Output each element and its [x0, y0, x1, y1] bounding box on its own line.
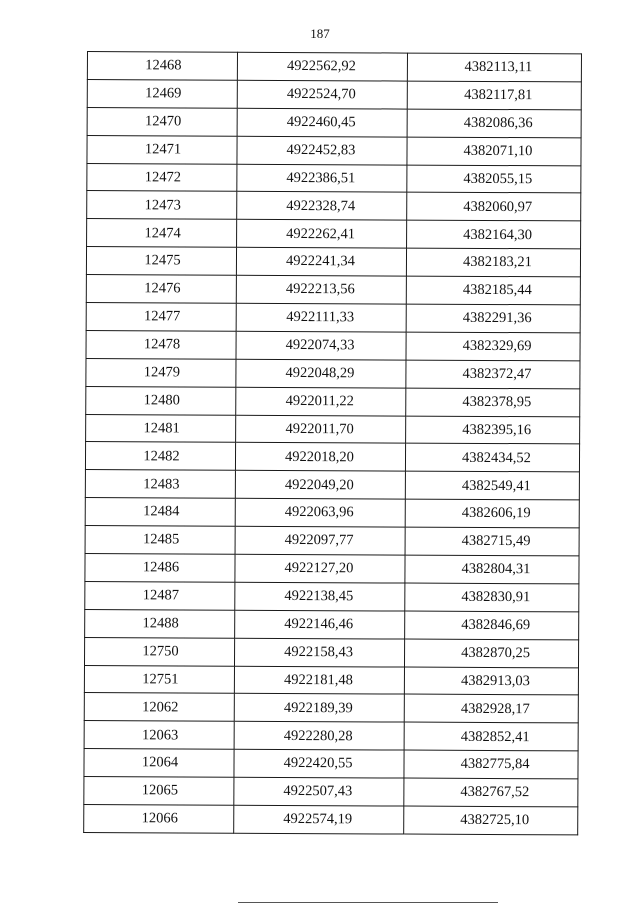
x-coordinate-cell: 4922262,41	[237, 220, 407, 249]
point-number-cell: 12474	[87, 219, 237, 248]
y-coordinate-cell: 4382913,03	[404, 667, 578, 696]
point-number-cell: 12063	[84, 721, 234, 750]
table-row	[87, 163, 581, 193]
table-row	[84, 637, 578, 667]
y-coordinate-cell: 4382291,36	[406, 304, 580, 333]
table-row	[85, 442, 579, 472]
point-number-cell: 12470	[87, 107, 237, 136]
y-coordinate-cell: 4382830,91	[405, 583, 579, 612]
table-row	[87, 107, 581, 137]
y-coordinate-cell: 4382086,36	[407, 109, 581, 138]
x-coordinate-cell: 4922074,33	[236, 331, 406, 360]
y-coordinate-cell: 4382715,49	[405, 527, 579, 556]
x-coordinate-cell: 4922562,92	[237, 52, 407, 81]
point-number-cell: 12066	[84, 805, 234, 834]
point-number-cell: 12477	[86, 303, 236, 332]
table-row	[84, 721, 578, 751]
point-number-cell: 12488	[85, 609, 235, 638]
point-number-cell: 12751	[84, 665, 234, 694]
table-row	[86, 386, 580, 416]
table-row	[85, 609, 579, 639]
x-coordinate-cell: 4922018,20	[235, 443, 405, 472]
y-coordinate-cell: 4382183,21	[406, 248, 580, 277]
y-coordinate-cell: 4382395,16	[406, 416, 580, 445]
y-coordinate-cell: 4382071,10	[407, 137, 581, 166]
page-number: 187	[310, 26, 330, 41]
x-coordinate-cell: 4922011,22	[236, 387, 406, 416]
x-coordinate-cell: 4922138,45	[235, 582, 405, 611]
point-number-cell: 12064	[84, 749, 234, 778]
table-row	[86, 275, 580, 305]
y-coordinate-cell: 4382055,15	[407, 165, 581, 194]
x-coordinate-cell: 4922097,77	[235, 526, 405, 555]
table-row	[84, 749, 578, 779]
y-coordinate-cell: 4382928,17	[404, 695, 578, 724]
x-coordinate-cell: 4922280,28	[234, 722, 404, 751]
y-coordinate-cell: 4382846,69	[405, 611, 579, 640]
x-coordinate-cell: 4922127,20	[235, 554, 405, 583]
point-number-cell: 12065	[84, 777, 234, 806]
table-row	[87, 79, 581, 109]
table-row	[84, 665, 578, 695]
table-row	[85, 581, 579, 611]
y-coordinate-cell: 4382606,19	[405, 499, 579, 528]
x-coordinate-cell: 4922386,51	[237, 164, 407, 193]
point-number-cell: 12473	[87, 191, 237, 220]
table-row	[86, 414, 580, 444]
table-row	[87, 191, 581, 221]
point-number-cell: 12062	[84, 693, 234, 722]
y-coordinate-cell: 4382852,41	[404, 722, 578, 751]
point-number-cell: 12482	[85, 442, 235, 471]
y-coordinate-cell: 4382434,52	[405, 444, 579, 473]
point-number-cell: 12750	[84, 637, 234, 666]
x-coordinate-cell: 4922507,43	[234, 777, 404, 806]
y-coordinate-cell: 4382185,44	[406, 276, 580, 305]
point-number-cell: 12478	[86, 330, 236, 359]
y-coordinate-cell: 4382113,11	[407, 53, 581, 82]
coordinates-table-body	[84, 52, 582, 835]
x-coordinate-cell: 4922049,20	[235, 471, 405, 500]
y-coordinate-cell: 4382767,52	[404, 778, 578, 807]
y-coordinate-cell: 4382372,47	[406, 360, 580, 389]
y-coordinate-cell: 4382775,84	[404, 750, 578, 779]
x-coordinate-cell: 4922048,29	[236, 359, 406, 388]
table-row	[85, 554, 579, 584]
x-coordinate-cell: 4922213,56	[236, 275, 406, 304]
point-number-cell: 12479	[86, 358, 236, 387]
point-number-cell: 12481	[86, 414, 236, 443]
point-number-cell: 12475	[86, 247, 236, 276]
point-number-cell: 12483	[85, 470, 235, 499]
table-row	[86, 303, 580, 333]
point-number-cell: 12485	[85, 526, 235, 555]
y-coordinate-cell: 4382378,95	[406, 388, 580, 417]
x-coordinate-cell: 4922574,19	[234, 805, 404, 834]
coordinates-table-container	[83, 51, 582, 835]
point-number-cell: 12469	[87, 79, 237, 108]
x-coordinate-cell: 4922158,43	[234, 638, 404, 667]
table-row	[84, 693, 578, 723]
table-row	[85, 498, 579, 528]
point-number-cell: 12471	[87, 135, 237, 164]
x-coordinate-cell: 4922524,70	[237, 80, 407, 109]
table-row	[86, 358, 580, 388]
table-row	[85, 526, 579, 556]
y-coordinate-cell: 4382329,69	[406, 332, 580, 361]
x-coordinate-cell: 4922452,83	[237, 136, 407, 165]
x-coordinate-cell: 4922328,74	[237, 192, 407, 221]
x-coordinate-cell: 4922460,45	[237, 108, 407, 137]
x-coordinate-cell: 4922011,70	[236, 415, 406, 444]
coordinates-table	[83, 51, 582, 835]
table-row	[87, 219, 581, 249]
table-row	[87, 135, 581, 165]
x-coordinate-cell: 4922063,96	[235, 498, 405, 527]
table-row	[85, 470, 579, 500]
y-coordinate-cell: 4382804,31	[405, 555, 579, 584]
point-number-cell: 12468	[87, 52, 237, 81]
y-coordinate-cell: 4382870,25	[404, 639, 578, 668]
x-coordinate-cell: 4922111,33	[236, 303, 406, 332]
table-row	[86, 330, 580, 360]
y-coordinate-cell: 4382060,97	[407, 193, 581, 222]
point-number-cell: 12487	[85, 581, 235, 610]
y-coordinate-cell: 4382725,10	[404, 806, 578, 835]
table-row	[86, 247, 580, 277]
x-coordinate-cell: 4922241,34	[236, 247, 406, 276]
point-number-cell: 12486	[85, 554, 235, 583]
x-coordinate-cell: 4922420,55	[234, 749, 404, 778]
table-row	[84, 777, 578, 807]
point-number-cell: 12476	[86, 275, 236, 304]
point-number-cell: 12484	[85, 498, 235, 527]
y-coordinate-cell: 4382117,81	[407, 81, 581, 110]
point-number-cell: 12472	[87, 163, 237, 192]
table-row	[84, 805, 578, 835]
x-coordinate-cell: 4922146,46	[235, 610, 405, 639]
scan-edge-line	[238, 902, 498, 903]
point-number-cell: 12480	[86, 386, 236, 415]
table-row	[87, 52, 581, 82]
x-coordinate-cell: 4922189,39	[234, 694, 404, 723]
y-coordinate-cell: 4382549,41	[405, 471, 579, 500]
x-coordinate-cell: 4922181,48	[234, 666, 404, 695]
y-coordinate-cell: 4382164,30	[407, 220, 581, 249]
